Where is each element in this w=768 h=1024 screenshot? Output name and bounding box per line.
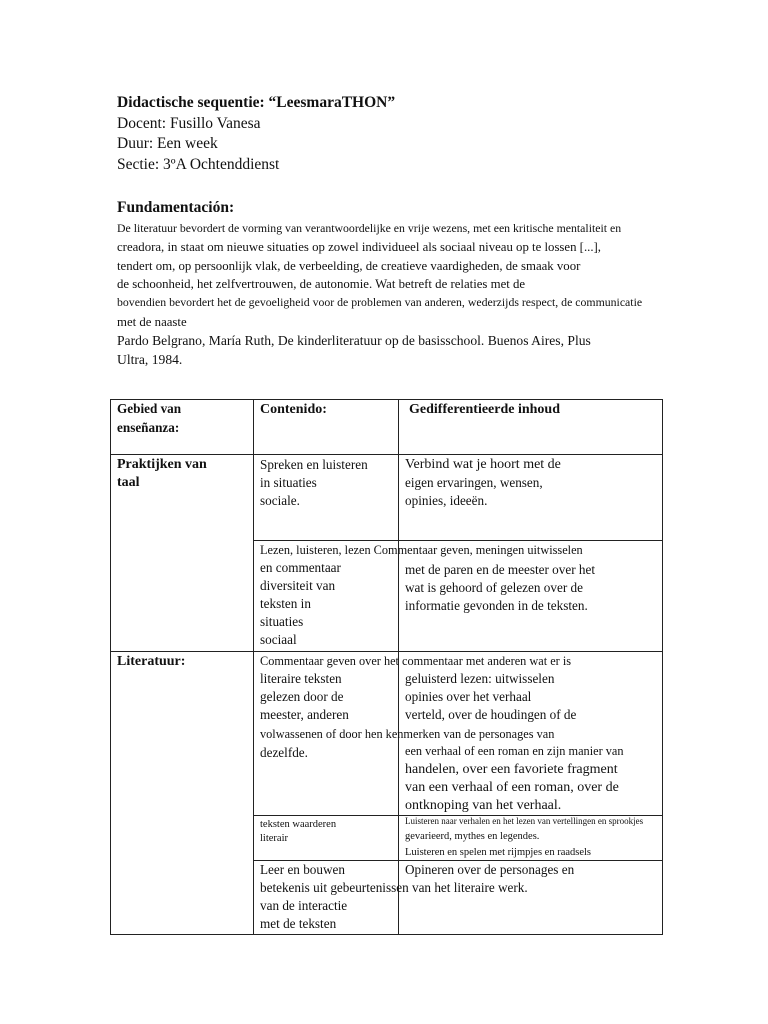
content-line: dezelfde. xyxy=(260,745,308,760)
diff-line: verteld, over de houdingen of de xyxy=(405,707,577,722)
area-label: taal xyxy=(117,475,140,490)
diff-cell xyxy=(399,455,663,541)
fundamentacion-line: de schoonheid, het zelfvertrouwen, de autonomie. Wat betreft de relaties met de xyxy=(117,277,526,291)
content-line: Spreken en luisteren xyxy=(260,457,368,472)
table-header-row xyxy=(111,400,663,455)
reference-line: Pardo Belgrano, María Ruth, De kinderliteratuur op de basisschool. Buenos Aires, Plus xyxy=(117,333,591,348)
diff-line: eigen ervaringen, wensen, xyxy=(405,475,543,490)
diff-line: Verbind wat je hoort met de xyxy=(405,457,561,472)
diff-line: gevarieerd, mythes en legendes. xyxy=(405,831,540,842)
content-line: gelezen door de xyxy=(260,689,344,704)
diff-line: Luisteren naar verhalen en het lezen van vertellingen en sprookjes xyxy=(405,816,644,826)
header-area-label: enseñanza: xyxy=(117,420,180,435)
section-line: Sectie: 3ºA Ochtenddienst xyxy=(117,156,280,173)
area-practices-cell xyxy=(111,455,254,652)
content-line: Leer en bouwen xyxy=(260,862,345,877)
teacher-line: Docent: Fusillo Vanesa xyxy=(117,115,261,132)
fundamentacion-line: tendert om, op persoonlijk vlak, de verbeelding, de creatieve vaardigheden, de smaak voor xyxy=(117,259,581,273)
diff-line: een verhaal of een roman en zijn manier van xyxy=(405,744,624,758)
didactic-table xyxy=(110,399,663,935)
duration-line: Duur: Een week xyxy=(117,135,218,152)
header-diff-cell xyxy=(399,400,663,455)
area-label: Praktijken van xyxy=(117,457,207,472)
area-label: Literatuur: xyxy=(117,654,186,669)
content-line: teksten in xyxy=(260,596,311,611)
header-content-cell xyxy=(254,400,399,455)
content-line: literair xyxy=(260,833,288,844)
content-line: situaties xyxy=(260,614,304,629)
table-row xyxy=(111,652,663,816)
diff-line: Luisteren en spelen met rijmpjes en raadsels xyxy=(405,847,592,858)
diff-line: handelen, over een favoriete fragment xyxy=(405,762,618,777)
header-area-cell xyxy=(111,400,254,455)
area-literature-cell xyxy=(111,652,254,935)
fundamentacion-line: De literatuur bevordert de vorming van verantwoordelijke en vrije wezens, met een kritische mentaliteit en xyxy=(117,221,622,235)
diff-line: van een verhaal of een roman, over de xyxy=(405,780,619,795)
table-row xyxy=(111,455,663,541)
diff-line: informatie gevonden in de teksten. xyxy=(405,598,588,613)
content-line: en commentaar xyxy=(260,560,341,575)
diff-line: opinies over het verhaal xyxy=(405,689,532,704)
content-line: met de teksten xyxy=(260,916,337,931)
content-line: sociale. xyxy=(260,493,300,508)
fundamentacion-line: creadora, in staat om nieuwe situaties op zowel individueel als sociaal niveau op te lossen [...], xyxy=(117,240,602,254)
diff-line: met de paren en de meester over het xyxy=(405,562,596,577)
diff-line: geluisterd lezen: uitwisselen xyxy=(405,671,555,686)
diff-cell xyxy=(399,816,663,861)
diff-line: Opineren over de personages en xyxy=(405,862,575,877)
content-overflow-line: Lezen, luisteren, lezen Commentaar geven, meningen uitwisselen xyxy=(260,543,583,557)
content-overflow-line: betekenis uit gebeurtenissen van het literaire werk. xyxy=(260,880,528,895)
diff-line: wat is gehoord of gelezen over de xyxy=(405,580,583,595)
document-title: Didactische sequentie: “LeesmaraTHON” xyxy=(117,94,396,111)
content-line: van de interactie xyxy=(260,898,348,913)
content-overflow-line: Commentaar geven over het commentaar met anderen wat er is xyxy=(260,654,572,668)
diff-cell xyxy=(399,861,663,935)
content-line: meester, anderen xyxy=(260,707,349,722)
fundamentacion-line: bovendien bevordert het de gevoeligheid voor de problemen van anderen, wederzijds respect, de communicatie xyxy=(117,295,643,309)
fundamentacion-heading: Fundamentación: xyxy=(117,199,235,216)
header-area-label: Gebied van xyxy=(117,401,182,416)
fundamentacion-line: met de naaste xyxy=(117,315,187,329)
diff-line: opinies, ideeën. xyxy=(405,493,488,508)
header-content-label: Contenido: xyxy=(260,402,327,417)
content-overflow-line: volwassenen of door hen kenmerken van de personages van xyxy=(260,727,555,741)
content-line: in situaties xyxy=(260,475,317,490)
diff-line: ontknoping van het verhaal. xyxy=(405,798,562,813)
content-cell xyxy=(254,455,399,541)
content-line: sociaal xyxy=(260,632,297,647)
content-line: teksten waarderen xyxy=(260,819,337,830)
header-diff-label: Gedifferentieerde inhoud xyxy=(409,402,561,417)
content-line: literaire teksten xyxy=(260,671,342,686)
reference-line: Ultra, 1984. xyxy=(117,352,183,367)
content-line: diversiteit van xyxy=(260,578,336,593)
content-cell xyxy=(254,816,399,861)
